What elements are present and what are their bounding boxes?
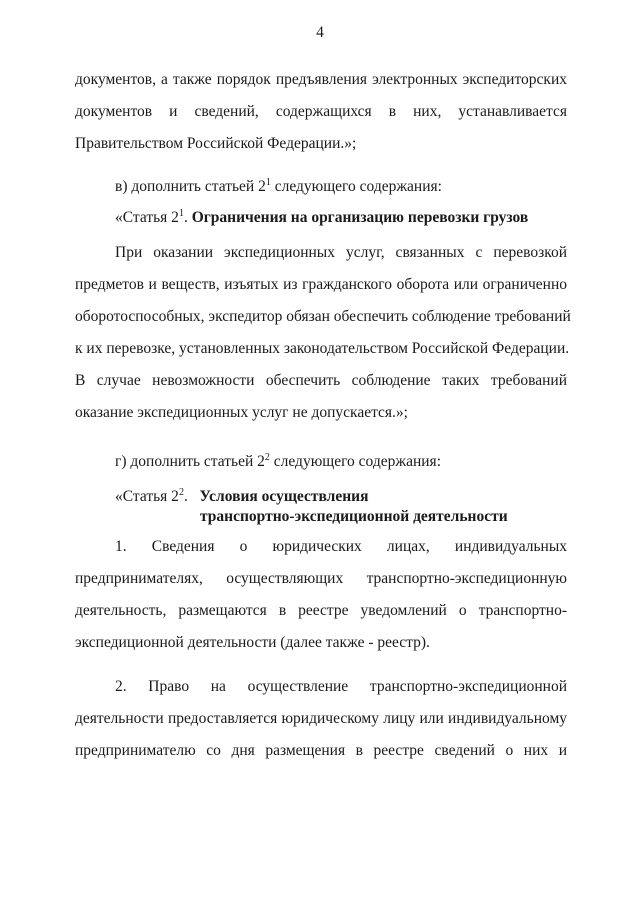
item-v [75,171,567,203]
text-line: экспедиционной деятельности (далее также - реестр). [75,634,430,651]
item-v-prefix: в) дополнить статьей 2 [115,178,266,195]
text-line: 2. Право на осуществление транспортно-экспедиционной [115,678,567,695]
text-line: При оказании экспедиционных услуг, связанных с перевозкой [115,244,567,261]
article-2-2-title-line1: Условия осуществления [199,488,369,505]
text-line: оказание экспедиционных услуг не допускается.»; [75,404,408,421]
article-2-2-title-line2: транспортно-экспедиционной деятельности [200,508,508,525]
text-line: деятельности предоставляется юридическому лицу или индивидуальному [75,710,567,727]
item-g-prefix: г) дополнить статьей 2 [115,453,265,470]
text-line: предпринимателю со дня размещения в реестре сведений о них и [75,742,567,759]
text-line [75,446,567,478]
text-line: Правительством Российской Федерации.»; [75,135,357,152]
article-2-1-heading [75,202,567,234]
item-g-suffix: следующего содержания: [269,453,441,470]
article-2-1-prefix: «Статья 2 [115,209,179,226]
item-v-sup: 1 [265,177,271,188]
page-number: 4 [316,24,324,41]
article-2-2-sup: 2 [178,487,184,498]
text-line: деятельность, размещаются в реестре уведомлений о транспортно- [75,602,567,619]
paragraph-continuation [75,64,567,160]
text-line [75,171,567,203]
text-line: В случае невозможности обеспечить соблюдение таких требований [75,372,567,389]
text-line: оборотоспособных, экспедитор обязан обеспечить соблюдение требований [75,308,571,325]
text-line: к их перевозке, установленных законодательством Российской Федерации. [75,340,570,357]
text-line: 1. Сведения о юридических лицах, индивидуальных [115,538,567,555]
article-2-2-dot: . [183,488,200,505]
article-2-2-paragraph-2 [75,671,567,767]
article-2-2-heading [115,487,567,527]
article-2-1-sup: 1 [178,208,184,219]
text-line: документов, а также порядок предъявления электронных экспедиторских [75,71,567,88]
text-line [75,202,567,234]
item-v-suffix: следующего содержания: [270,178,442,195]
article-2-2-paragraph-1 [75,531,567,659]
text-line: документов и сведений, содержащихся в них, устанавливается [75,103,567,120]
article-2-1-paragraph [75,237,571,429]
text-line: предметов и веществ, изъятых из гражданского оборота или ограниченно [75,276,567,293]
item-g-sup: 2 [264,452,270,463]
article-2-1-dot: . [183,209,192,226]
article-2-1-title: Ограничения на организацию перевозки грузов [191,209,529,226]
article-2-2-heading-line1 [115,487,567,507]
article-2-2-prefix: «Статья 2 [115,488,179,505]
item-g [75,446,567,478]
text-line: предпринимателях, осуществляющих транспортно-экспедиционную [75,570,567,587]
